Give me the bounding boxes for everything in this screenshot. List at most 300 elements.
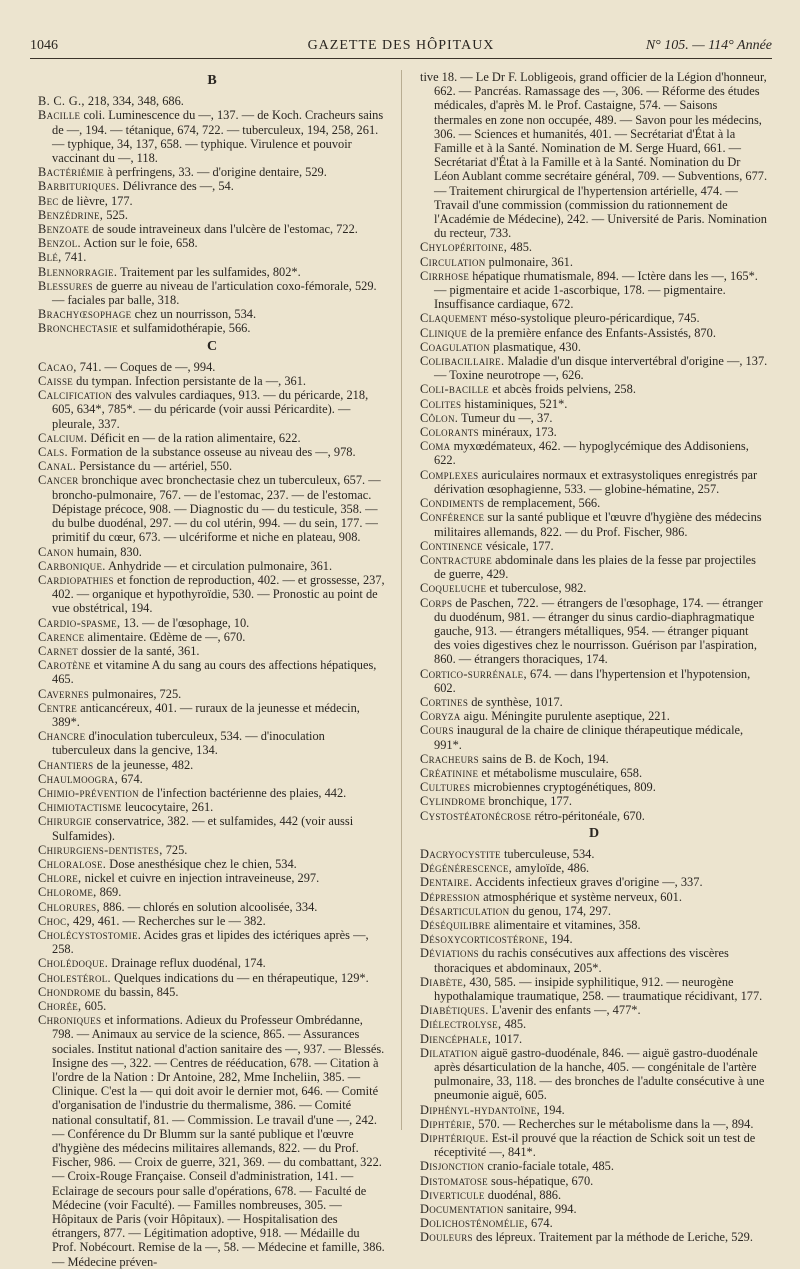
index-entry	[420, 439, 768, 467]
entry-heading: Disjonction	[420, 1159, 485, 1174]
entry-text: alimentaire et vitamines, 358.	[490, 917, 641, 932]
entry-text: anticancéreux, 401. — ruraux de la jeunesse et médecin, 389*.	[52, 700, 360, 729]
issue-info: N° 105. — 114° Année	[645, 38, 772, 53]
index-entry	[420, 70, 768, 240]
entry-text: minéraux, 173.	[478, 425, 557, 440]
entry-heading: Diphtérie,	[420, 1116, 476, 1131]
entry-text: 674. — dans l'hypertension et l'hypotension, 602.	[434, 666, 751, 695]
entry-heading: Coqueluche	[420, 581, 487, 596]
entry-text: 570. — Recherches sur le métabolisme dans la —, 894.	[475, 1116, 754, 1131]
entry-text: à perfringens, 33. — d'origine dentaire, 529.	[104, 165, 327, 180]
index-entry	[38, 459, 386, 473]
entry-heading: Blé,	[38, 250, 62, 265]
entry-heading: Chlore,	[38, 871, 82, 886]
entry-heading: Bacille	[38, 108, 81, 123]
entry-text: 194.	[547, 932, 573, 947]
entry-heading: Cholestérol.	[38, 970, 111, 985]
entry-heading: Cholédoque.	[38, 956, 109, 971]
entry-heading: Dilatation	[420, 1045, 478, 1060]
entry-heading: Blessures	[38, 278, 93, 293]
index-entry	[38, 758, 386, 772]
index-entry	[420, 904, 768, 918]
entry-heading: Chirurgie	[38, 814, 92, 829]
entry-text: sains de B. de Koch, 194.	[478, 751, 609, 766]
entry-heading: Chlorome,	[38, 885, 97, 900]
entry-text: et tuberculose, 982.	[486, 581, 587, 596]
entry-heading: Cystostéatonécrose	[420, 808, 532, 823]
entry-heading: Chroniques	[38, 1013, 102, 1028]
entry-heading: Continence	[420, 538, 483, 553]
index-entry	[38, 165, 386, 179]
index-entry	[38, 900, 386, 914]
entry-text: 725.	[162, 842, 188, 857]
entry-heading: Diphényl-hydantoïne,	[420, 1102, 540, 1117]
index-entry	[38, 956, 386, 970]
entry-text: Maladie d'un disque intervertébral d'origine —, 137. — Toxine neurotrope —, 626.	[434, 354, 768, 383]
entry-text: 869.	[96, 885, 122, 900]
index-entry	[420, 766, 768, 780]
entry-heading: Centre	[38, 700, 78, 715]
entry-heading: Contracture	[420, 552, 493, 567]
entry-text: 194.	[540, 1102, 565, 1117]
index-column-right	[420, 70, 768, 1245]
entry-text: 13. — de l'œsophage, 10.	[120, 615, 250, 630]
entry-text: plasmatique, 430.	[490, 339, 581, 354]
entry-heading: Dégénérescence,	[420, 861, 513, 876]
index-entry	[420, 780, 768, 794]
entry-text: Est-il prouvé que la réaction de Schick soit un test de réceptivité —, 841*.	[434, 1131, 756, 1160]
entry-text: microbiennes cryptogénétiques, 809.	[470, 780, 656, 795]
entry-text: nickel et cuivre en injection intraveineuse, 297.	[81, 871, 320, 886]
entry-text: conservatrice, 382. — et sulfamides, 442 (voir aussi Sulfamides).	[52, 814, 354, 843]
entry-text: rétro-péritonéale, 670.	[531, 808, 645, 823]
entry-heading: Choc,	[38, 913, 70, 928]
index-entry	[420, 269, 768, 312]
index-entry	[420, 752, 768, 766]
entry-text: humain, 830.	[73, 544, 142, 559]
index-entry	[38, 800, 386, 814]
entry-text: de Paschen, 722. — étrangers de l'œsophage, 174. — étranger du duodénum, 981. — étranger du sinus cardio-diaphragmatique gauche, 913. — étrangers métalliques, 954. — étranger piquant des voies digestives chez le nourrisson. Guérison par l'aspiration, 860. — étrangers thoraciques, 174.	[434, 595, 763, 667]
entry-heading: Côlon.	[420, 410, 459, 425]
index-entry	[38, 445, 386, 459]
entry-heading: Carence	[38, 629, 85, 644]
entry-text: des valvules cardiaques, 913. — du péricarde, 218, 605, 634*, 785*. — du péricarde (voir aussi Péricardite). — pleurale, 337.	[52, 388, 369, 431]
index-entry	[420, 539, 768, 553]
entry-heading: Canon	[38, 544, 74, 559]
entry-text: de soude intraveineux dans l'ulcère de l'estomac, 722.	[89, 222, 358, 237]
entry-heading: Benzédrine,	[38, 207, 104, 222]
index-entry	[38, 250, 386, 264]
entry-text: myxœdémateux, 462. — hypoglycémique des Addisoniens, 622.	[434, 439, 749, 468]
index-entry	[38, 871, 386, 885]
index-entry	[420, 695, 768, 709]
index-entry	[38, 388, 386, 431]
index-entry	[420, 1103, 768, 1117]
entry-text: vésicale, 177.	[482, 538, 554, 553]
entry-text: méso-systolique pleuro-péricardique, 745.	[487, 311, 700, 326]
entry-heading: Cirrhose	[420, 268, 470, 283]
index-entry	[420, 975, 768, 1003]
index-entry	[420, 890, 768, 904]
index-entry	[38, 999, 386, 1013]
index-entry	[420, 847, 768, 861]
index-entry	[38, 360, 386, 374]
entry-heading: Chantiers	[38, 757, 94, 772]
index-entry	[38, 843, 386, 857]
entry-text: sur la santé publique et l'œuvre d'hygiène des médecins militaires allemands, 822. — du Prof. Fischer, 986.	[434, 510, 762, 539]
index-entry	[420, 553, 768, 581]
entry-text: et métabolisme musculaire, 658.	[478, 765, 643, 780]
index-entry	[38, 814, 386, 842]
entry-text: 674.	[527, 1216, 553, 1231]
entry-text: sous-hépatique, 670.	[487, 1173, 594, 1188]
entry-text: Traitement par les sulfamides, 802*.	[117, 264, 301, 279]
entry-heading: Complexes	[420, 467, 479, 482]
index-entry	[420, 581, 768, 595]
entry-heading: B. C. G.,	[38, 94, 85, 109]
entry-text: des lépreux. Traitement par la méthode de Leriche, 529.	[472, 1230, 753, 1245]
entry-heading: Carnet	[38, 643, 79, 658]
entry-text: Formation de la substance osseuse au niveau des —, 978.	[67, 445, 356, 460]
index-entry	[38, 985, 386, 999]
entry-heading: Cancer	[38, 473, 79, 488]
entry-heading: Benzoate	[38, 222, 90, 237]
column-divider	[401, 70, 402, 1130]
entry-heading: Coryza	[420, 709, 461, 724]
entry-heading: Corps	[420, 595, 453, 610]
entry-text: du genou, 174, 297.	[509, 903, 611, 918]
entry-heading: Cavernes	[38, 686, 90, 701]
entry-heading: Conférence	[420, 510, 485, 525]
index-entry	[420, 918, 768, 932]
entry-heading: Diélectrolyse,	[420, 1017, 502, 1032]
index-entry	[420, 1202, 768, 1216]
index-entry	[420, 1032, 768, 1046]
entry-text: Déficit en — de la ration alimentaire, 622.	[87, 430, 301, 445]
index-entry	[420, 946, 768, 974]
entry-heading: Brachyœsophage	[38, 307, 132, 322]
entry-heading: Bronchectasie	[38, 321, 118, 336]
index-entry	[38, 630, 386, 644]
index-entry	[420, 1131, 768, 1159]
entry-heading: Carbonique.	[38, 558, 106, 573]
index-entry	[420, 596, 768, 667]
index-entry	[420, 809, 768, 823]
index-entry	[38, 265, 386, 279]
index-entry	[420, 411, 768, 425]
entry-heading: Blennorragie.	[38, 264, 118, 279]
index-entry	[420, 496, 768, 510]
entry-heading: Chirurgiens-dentistes,	[38, 842, 163, 857]
entry-text: 485.	[501, 1017, 527, 1032]
entry-text: Accidents infectieux graves d'origine —, 337.	[472, 875, 703, 890]
index-entry	[38, 321, 386, 335]
entry-text: tive 18. — Le Dr F. Lobligeois, grand officier de la Légion d'honneur, 662. — Pancréas. Ramassage des —, 306. — Réforme des études médicales, d'après M. le Prof. Castaigne, 574. — Saisons thermales en zone non occupée, 489. — Savon pour les médecins, 306. — Sciences et humanités, 401. — Secrétariat d'État à la Famille et à la Santé. Nomination de M. Serge Huard, 661. — Secrétariat d'État à la Famille et à la Santé. Nomination du Dr Léon Aublant comme secrétaire général, 709. — Subventions, 677. — Traitement chirurgical de l'hypertension artérielle, 474. — Travail d'une commission (commission du rationnement de l'Académie de Médecine), 242. — Université de Paris. Nomination du recteur, 733.	[420, 70, 768, 241]
index-entry	[38, 194, 386, 208]
index-entry	[420, 667, 768, 695]
index-entry	[38, 971, 386, 985]
index-entry	[38, 108, 386, 165]
index-entry	[420, 397, 768, 411]
index-entry	[38, 545, 386, 559]
entry-heading: Chimio-prévention	[38, 785, 139, 800]
index-entry	[38, 307, 386, 321]
index-entry	[420, 1174, 768, 1188]
entry-heading: Circulation	[420, 254, 486, 269]
entry-heading: Chloralose.	[38, 856, 107, 871]
index-entry	[38, 431, 386, 445]
entry-text: du bassin, 845.	[100, 984, 179, 999]
entry-text: du rachis consécutives aux affections des viscères thoraciques et abdominaux, 205*.	[434, 946, 729, 975]
index-entry	[420, 1216, 768, 1230]
index-entry	[38, 473, 386, 544]
entry-heading: Distomatose	[420, 1173, 488, 1188]
entry-text: de la première enfance des Enfants-Assistés, 870.	[467, 325, 716, 340]
index-entry	[38, 786, 386, 800]
index-column-left	[38, 70, 386, 1269]
entry-text: aiguë gastro-duodénale, 846. — aiguë gastro-duodénale après désarticulation de la hanche, 405. — congénitale de l'artère pulmonaire, 33, 118. — des bronches de l'adulte consécutive à une pneumonie aiguë, 605.	[434, 1045, 765, 1103]
index-entry	[38, 687, 386, 701]
entry-text: alimentaire. Œdème de —, 670.	[84, 629, 246, 644]
index-entry	[420, 723, 768, 751]
index-entry	[38, 729, 386, 757]
entry-heading: Cardio-spasme,	[38, 615, 121, 630]
entry-heading: Canal.	[38, 459, 77, 474]
entry-text: 605.	[81, 999, 107, 1013]
index-entry	[38, 279, 386, 307]
entry-heading: Chaulmoogra,	[38, 771, 118, 786]
entry-text: 741.	[61, 250, 87, 265]
section-letter: C	[206, 338, 218, 354]
entry-text: et vitamine A du sang au cours des affections hépatiques, 465.	[52, 658, 377, 687]
entry-heading: Dolichosténomélie,	[420, 1216, 528, 1231]
entry-text: et informations. Adieux du Professeur Ombrédanne, 798. — Animaux au service de la science, 865. — Assurances sociales. Institut national d'action sanitaire des —, 937. — Blessés. Insigne des —, 322. — Centres de rééducation, 678. — Citation à l'ordre de la Nation : Dr Antoine, 282, Mme Incheliin, 385. — Clinique. C'est la — qui doit avoir le dernier mot, 646. — Comité d'organisation de l'industrie du thermalisme, 386. — Comité national consultatif, 81. — Commission. Le travail d'une —, 242. — Conférence du Dr Blumm sur la santé publique et l'œuvre d'hygiène des médecins militaires allemands, 822. — du Prof. Fischer, 986. — Croix de guerre, 321, 369. — du combattant, 322. — Croix-Rouge Française. Conseil d'administration, 141. — Eclairage de secours pour salle d'opérations, 678. — Faculté de Médecine (voir Faculté). — Familles nombreuses, 305. — Hôpitaux de Paris (voir Hôpitaux). — Hospitalisation des étrangers, 877. — Légitimation adoptive, 918. — Médaille du Prof. Nobécourt. Remise de la —, 58. — Médecine et famille, 386. — Médecine préven-	[52, 1013, 385, 1269]
index-entry	[38, 94, 386, 108]
index-entry	[38, 374, 386, 388]
entry-text: du tympan. Infection persistante de la —, 361.	[73, 374, 307, 389]
index-entry	[420, 255, 768, 269]
entry-text: Quelques indications du — en thérapeutique, 129*.	[110, 970, 369, 985]
page-number: 1046	[30, 38, 58, 53]
entry-text: abdominale dans les plaies de la fesse par projectiles de guerre, 429.	[434, 552, 756, 582]
entry-heading: Créatinine	[420, 765, 479, 780]
index-entry	[38, 1013, 386, 1269]
entry-text: Anhydride — et circulation pulmonaire, 361.	[105, 558, 333, 573]
page-header	[30, 36, 772, 59]
entry-text: et abcès froids pelviens, 258.	[488, 382, 636, 397]
index-entry	[420, 468, 768, 496]
journal-title: GAZETTE DES HÔPITAUX	[307, 38, 495, 53]
entry-heading: Désarticulation	[420, 903, 510, 918]
entry-heading: Documentation	[420, 1202, 504, 1217]
entry-heading: Diphtérique.	[420, 1131, 489, 1146]
entry-heading: Cours	[420, 723, 454, 738]
entry-heading: Désoxycorticostérone,	[420, 932, 548, 947]
index-entry	[38, 222, 386, 236]
entry-text: Délivrance des —, 54.	[119, 179, 234, 194]
index-entry	[420, 510, 768, 538]
entry-heading: Douleurs	[420, 1230, 473, 1245]
entry-text: histaminiques, 521*.	[461, 396, 568, 411]
entry-text: inaugural de la chaire de clinique thérapeutique médicale, 991*.	[434, 723, 744, 752]
entry-text: hépatique rhumatismale, 894. — Ictère dans les —, 165*. — pigmentaire et acide 1-ascorbique, 178. — pigmentaire. Insuffisance cardiaque, 672.	[434, 268, 758, 312]
entry-heading: Diencéphale,	[420, 1031, 492, 1046]
index-entry	[420, 1046, 768, 1103]
entry-text: de guerre au niveau de l'articulation coxo-fémorale, 529. — faciales par balle, 318.	[52, 278, 377, 308]
entry-text: bronchique avec bronchectasie chez un tuberculeux, 657. — broncho-pulmonaire, 767. — de l'estomac, 237. — de l'estomac. Dépistage précoce, 908. — Diagnostic du — du testicule, 358. — du bulbe duodénal, 297. — du col utérin, 994. — du sein, 177. — primitif du cœur, 673. — ulcériforme et niche en plateau, 908.	[52, 473, 381, 545]
entry-heading: Chylopéritoine,	[420, 240, 508, 255]
index-entry	[420, 311, 768, 325]
index-entry	[38, 658, 386, 686]
entry-text: Tumeur du —, 37.	[458, 410, 553, 425]
entry-text: tuberculeuse, 534.	[500, 846, 595, 861]
entry-heading: Colites	[420, 396, 462, 411]
entry-heading: Coli-bacille	[420, 382, 489, 397]
index-entry	[38, 857, 386, 871]
entry-heading: Calcium.	[38, 430, 88, 445]
entry-text: de la jeunesse, 482.	[93, 757, 194, 772]
entry-heading: Condiments	[420, 496, 485, 511]
index-entry	[420, 354, 768, 382]
entry-text: 485.	[507, 240, 532, 255]
entry-heading: Déséquilibre	[420, 917, 491, 932]
index-entry	[420, 1117, 768, 1131]
entry-text: et sulfamidothérapie, 566.	[117, 321, 251, 336]
entry-text: chez un nourrisson, 534.	[131, 307, 257, 322]
index-entry	[420, 861, 768, 875]
entry-text: Dose anesthésique chez le chien, 534.	[106, 856, 297, 871]
index-entry	[38, 573, 386, 616]
entry-heading: Dentaire.	[420, 875, 473, 890]
entry-heading: Bec	[38, 193, 59, 208]
entry-text: coli. Luminescence du —, 137. — de Koch. Cracheurs sains de —, 194. — tétanique, 674, 722. — tuberculeux, 194, 258, 261. — typhique, 34, 137, 658. — typhique. Virulence et pouvoir vaccinant du —, 118.	[52, 108, 384, 166]
entry-heading: Colorants	[420, 425, 479, 440]
entry-text: pulmonaire, 361.	[485, 254, 573, 269]
entry-text: dossier de la santé, 361.	[78, 643, 200, 658]
index-entry	[38, 236, 386, 250]
entry-heading: Déviations	[420, 946, 479, 961]
entry-text: 1017.	[491, 1031, 523, 1046]
entry-text: Acides gras et lipides des ictériques après —, 258.	[52, 927, 369, 957]
index-entry	[420, 1017, 768, 1031]
entry-heading: Dacryocystite	[420, 846, 501, 861]
entry-heading: Clinique	[420, 325, 468, 340]
entry-heading: Coma	[420, 439, 451, 454]
index-entry	[420, 425, 768, 439]
index-entry	[420, 240, 768, 254]
entry-text: 674.	[117, 771, 143, 786]
index-entry	[420, 709, 768, 723]
entry-text: de remplacement, 566.	[484, 496, 601, 511]
index-entry	[420, 794, 768, 808]
entry-heading: Diverticule	[420, 1187, 485, 1202]
entry-text: de synthèse, 1017.	[468, 694, 563, 709]
entry-heading: Cracheurs	[420, 751, 479, 766]
index-entry	[420, 382, 768, 396]
entry-heading: Caisse	[38, 374, 74, 389]
index-entry	[38, 914, 386, 928]
entry-heading: Dépression	[420, 889, 480, 904]
entry-text: L'avenir des enfants —, 477*.	[488, 1003, 641, 1018]
index-entry	[420, 1159, 768, 1173]
entry-text: Drainage reflux duodénal, 174.	[108, 956, 266, 971]
entry-text: Action sur le foie, 658.	[80, 236, 198, 251]
entry-text: et fonction de reproduction, 402. — et grossesse, 237, 402. — organique et hypothyroïdie, 530. — Pronostic au point de vue obstétrical, 194.	[52, 572, 385, 616]
entry-heading: Colibacillaire.	[420, 354, 505, 369]
entry-text: auriculaires normaux et extrasystoliques enregistrés par dérivation œsophagienne, 533. — globine-hématine, 257.	[434, 467, 758, 496]
entry-heading: Carotène	[38, 658, 91, 673]
index-entry	[38, 928, 386, 956]
entry-text: leucocytaire, 261.	[121, 800, 214, 815]
entry-heading: Bactériémie	[38, 165, 105, 180]
index-entry	[420, 326, 768, 340]
index-entry	[420, 875, 768, 889]
index-entry	[38, 208, 386, 222]
index-entry	[38, 616, 386, 630]
entry-heading: Chimiotactisme	[38, 800, 122, 815]
entry-text: de lièvre, 177.	[58, 193, 133, 208]
entry-heading: Claquement	[420, 311, 488, 326]
entry-heading: Calcification	[38, 388, 113, 403]
entry-text: amyloïde, 486.	[512, 861, 590, 876]
entry-text: 525.	[103, 207, 128, 222]
index-entry	[38, 885, 386, 899]
index-entry	[38, 772, 386, 786]
index-entry	[420, 340, 768, 354]
entry-heading: Cardiopathies	[38, 572, 114, 587]
entry-text: d'inoculation tuberculeux, 534. — d'inoculation tuberculeux dans la gencive, 134.	[52, 729, 325, 758]
entry-heading: Cylindrome	[420, 794, 486, 809]
entry-heading: Chorée,	[38, 999, 82, 1013]
entry-text: bronchique, 177.	[485, 794, 572, 809]
entry-heading: Cortines	[420, 694, 469, 709]
entry-text: atmosphérique et système nerveux, 601.	[479, 889, 682, 904]
entry-heading: Cacao,	[38, 359, 77, 374]
section-letter: B	[207, 73, 217, 88]
entry-heading: Cholécystostomie.	[38, 927, 142, 942]
entry-heading: Benzol.	[38, 236, 81, 251]
entry-heading: Coagulation	[420, 339, 491, 354]
entry-heading: Barbituriques.	[38, 179, 120, 194]
entry-text: de l'infection bactérienne des plaies, 442.	[138, 785, 347, 800]
index-entry	[420, 932, 768, 946]
entry-heading: Chlorures,	[38, 899, 100, 914]
entry-heading: Cortico-surrénale,	[420, 666, 527, 681]
index-entry	[420, 1188, 768, 1202]
entry-text: pulmonaires, 725.	[89, 686, 182, 701]
entry-text: 218, 334, 348, 686.	[84, 94, 184, 109]
section-letter: D	[588, 825, 600, 841]
entry-heading: Diabétiques.	[420, 1003, 489, 1018]
entry-text: aigu. Méningite purulente aseptique, 221.	[460, 709, 670, 724]
entry-heading: Chancre	[38, 729, 86, 744]
index-entry	[38, 701, 386, 729]
entry-text: Persistance du — artériel, 550.	[76, 459, 233, 474]
entry-text: 430, 585. — insipide syphilitique, 912. — neurogène hypothalamique traumatique, 258. — traumatique récidivant, 177.	[434, 974, 763, 1003]
entry-heading: Chondrome	[38, 984, 101, 999]
entry-text: 886. — chlorés en solution alcoolisée, 334.	[99, 899, 318, 914]
entry-heading: Cals.	[38, 445, 68, 460]
index-entry	[38, 644, 386, 658]
entry-text: sanitaire, 994.	[503, 1202, 577, 1217]
entry-text: duodénal, 886.	[484, 1187, 562, 1202]
entry-text: 429, 461. — Recherches sur le — 382.	[69, 913, 266, 928]
entry-text: 741. — Coques de —, 994.	[76, 359, 216, 374]
entry-heading: Diabète,	[420, 974, 467, 989]
entry-text: cranio-faciale totale, 485.	[484, 1159, 614, 1174]
index-entry	[38, 179, 386, 193]
entry-heading: Cultures	[420, 780, 471, 795]
